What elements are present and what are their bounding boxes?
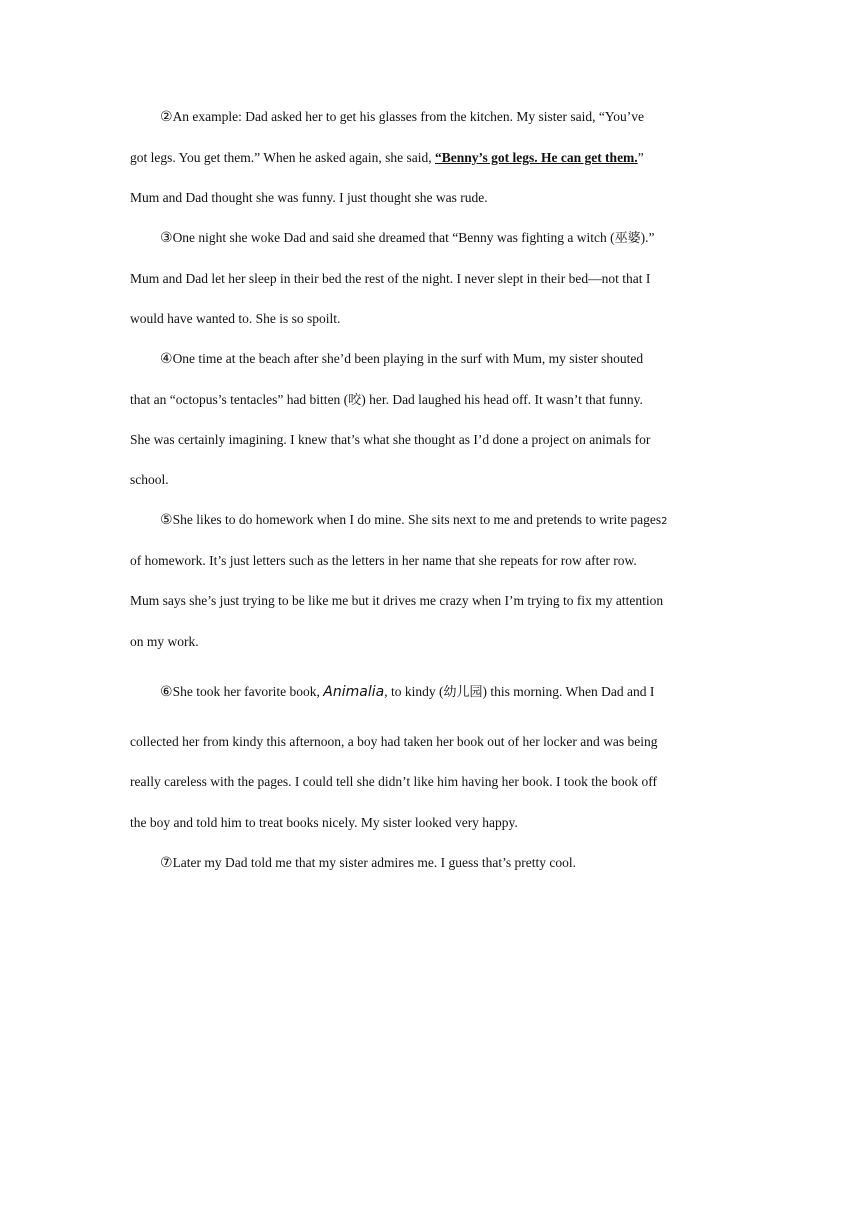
- p6-line-2: collected her from kindy this afternoon, a boy had taken her book out of her locker and was being: [130, 734, 658, 749]
- p2-line-3: Mum and Dad thought she was funny. I just thought she was rude.: [130, 190, 488, 205]
- p5-number: ⑤: [160, 512, 173, 528]
- book-title: Animalia: [323, 684, 385, 700]
- p2-line-2-close-quote: ”: [637, 150, 644, 165]
- p6-number: ⑥: [160, 684, 173, 700]
- p5-line-1: [160, 511, 667, 531]
- p5-line-2: of homework. It’s just letters such as the letters in her name that she repeats for row after row.: [130, 553, 637, 568]
- p2-line-2-text: got legs. You get them.” When he asked again, she said,: [130, 150, 435, 165]
- p6-line-1-end: ) this morning. When Dad and I: [482, 684, 655, 699]
- p6-line-3: really careless with the pages. I could tell she didn’t like him having her book. I took the book off: [130, 774, 658, 789]
- p3-line-3: would have wanted to. She is so spoilt.: [130, 311, 341, 326]
- p4-line-3: She was certainly imagining. I knew that’s what she thought as I’d done a project on animals for: [130, 432, 651, 447]
- p3-line-2: Mum and Dad let her sleep in their bed the rest of the night. I never slept in their bed—not that I: [130, 271, 651, 286]
- p4-cjk-gloss: 咬: [348, 393, 362, 408]
- p6-line-1-mid: , to kindy (: [384, 684, 444, 699]
- p3-line-1-end: ).”: [640, 230, 655, 245]
- p3-number: ③: [160, 230, 173, 246]
- p3-cjk-gloss: 巫婆: [614, 231, 641, 246]
- p4-line-2-text: that an “octopus’s tentacles” had bitten (: [130, 392, 349, 407]
- p4-number: ④: [160, 351, 173, 367]
- p4-line-1: [160, 350, 643, 368]
- p6-line-1-text: She took her favorite book,: [172, 684, 324, 699]
- p2-line-1-text: An example: Dad asked her to get his glasses from the kitchen. My sister said, “You’ve: [172, 109, 644, 124]
- p5-line-1-text: She likes to do homework when I do mine. She sits next to me and pretends to write pages: [172, 512, 662, 527]
- p2-number: ②: [160, 109, 173, 125]
- p5-line-3: Mum says she’s just trying to be like me but it drives me crazy when I’m trying to fix my attention: [130, 593, 664, 608]
- p4-line-2-end: ) her. Dad laughed his head off. It wasn’t that funny.: [361, 392, 643, 407]
- p3-line-1-text: One night she woke Dad and said she dreamed that “Benny was fighting a witch (: [172, 230, 615, 245]
- p5-stray-mark: 2: [661, 516, 668, 527]
- p4-line-4: school.: [130, 472, 169, 487]
- p3-line-1: [160, 229, 654, 248]
- p2-line-1: [160, 108, 644, 126]
- p4-line-2: [130, 391, 643, 410]
- p6-line-1: [160, 683, 654, 702]
- p7-line-1: [160, 854, 576, 872]
- p4-line-1-text: One time at the beach after she’d been playing in the surf with Mum, my sister shouted: [172, 351, 644, 366]
- p6-cjk-gloss: 幼儿园: [443, 685, 483, 700]
- p2-underlined-quote: “Benny’s got legs. He can get them.: [434, 150, 638, 165]
- p2-line-2: [130, 149, 644, 167]
- p5-line-4: on my work.: [130, 634, 199, 649]
- p7-number: ⑦: [160, 855, 173, 871]
- p6-line-4: the boy and told him to treat books nicely. My sister looked very happy.: [130, 815, 518, 830]
- p7-line-1-text: Later my Dad told me that my sister admires me. I guess that’s pretty cool.: [172, 855, 576, 870]
